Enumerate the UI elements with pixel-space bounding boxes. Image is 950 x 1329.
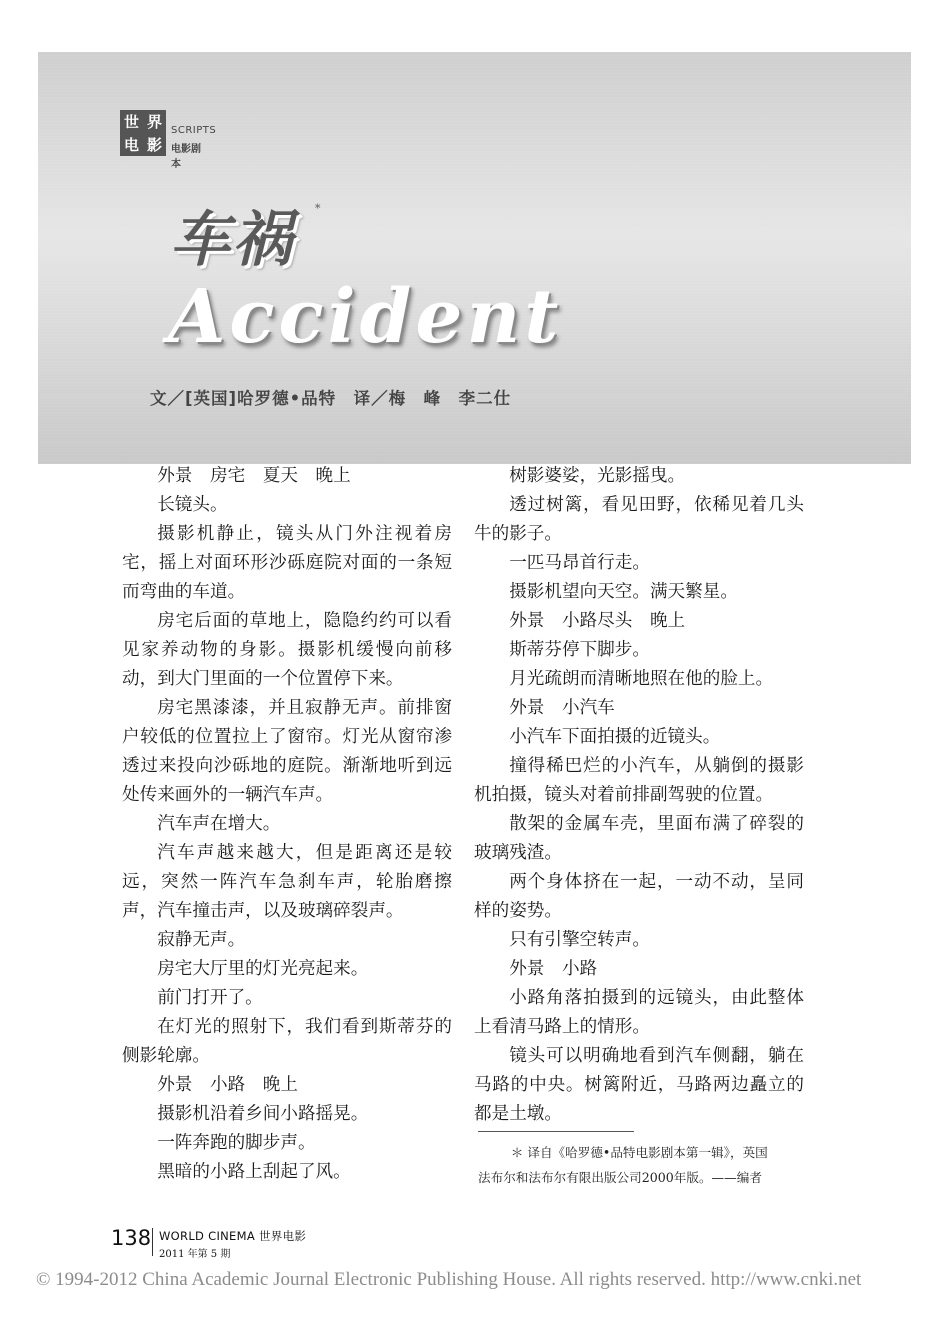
paragraph: 一阵奔跑的脚步声。 bbox=[157, 1133, 316, 1153]
paragraph: 镜头可以明确地看到汽车侧翻，躺在马路的中央。树篱附近，马路两边矗立的都是土墩。 bbox=[474, 1046, 804, 1124]
issue-info: 2011 年第 5 期 bbox=[159, 1249, 231, 1260]
paragraph: 外景 小汽车 bbox=[509, 698, 615, 718]
footnote-marker: * bbox=[315, 202, 321, 215]
paragraph: 汽车声在增大。 bbox=[157, 814, 281, 834]
paragraph: 外景 小路尽头 晚上 bbox=[509, 611, 686, 631]
paragraph: 摄影机望向天空。满天繁星。 bbox=[509, 582, 738, 602]
folio-divider bbox=[152, 1228, 153, 1256]
footnote bbox=[478, 1140, 808, 1190]
footnote-divider bbox=[478, 1131, 634, 1132]
paragraph: 汽车声越来越大，但是距离还是较远，突然一阵汽车急刹车声，轮胎磨擦声，汽车撞击声，以及玻璃碎裂声。 bbox=[122, 843, 452, 921]
paragraph: 透过树篱，看见田野，依稀见着几头牛的影子。 bbox=[474, 495, 804, 544]
paragraph: 撞得稀巴烂的小汽车，从躺倒的摄影机拍摄，镜头对着前排副驾驶的位置。 bbox=[474, 756, 804, 805]
paragraph: 树影婆娑，光影摇曳。 bbox=[509, 466, 686, 486]
byline: 文／[英国]哈罗德•品特 译／梅 峰 李二仕 bbox=[150, 389, 512, 408]
article-title-en: Accident bbox=[168, 274, 563, 360]
paragraph: 散架的金属车壳，里面布满了碎裂的玻璃残渣。 bbox=[474, 814, 804, 863]
footnote-line: ＊ 译自《哈罗德•品特电影剧本第一辑》，英国 bbox=[510, 1145, 768, 1160]
header-banner bbox=[38, 52, 911, 464]
badge-char: 世 bbox=[123, 113, 139, 131]
badge-char: 电 bbox=[123, 136, 139, 154]
paragraph: 在灯光的照射下，我们看到斯蒂芬的侧影轮廓。 bbox=[122, 1017, 452, 1066]
section-badge-logo bbox=[120, 110, 166, 156]
copyright-notice: © 1994-2012 China Academic Journal Electronic Publishing House. All rights reserved. http://www.cnki.net bbox=[36, 1269, 862, 1290]
paragraph: 摄影机沿着乡间小路摇晃。 bbox=[157, 1104, 369, 1124]
badge-char: 影 bbox=[146, 136, 162, 154]
paragraph: 小汽车下面拍摄的近镜头。 bbox=[509, 727, 721, 747]
paragraph: 小路角落拍摄到的远镜头，由此整体上看清马路上的情形。 bbox=[474, 988, 804, 1037]
right-column bbox=[474, 462, 804, 1129]
paragraph: 寂静无声。 bbox=[157, 930, 246, 950]
left-column bbox=[122, 462, 452, 1187]
paragraph: 只有引擎空转声。 bbox=[509, 930, 650, 950]
paragraph: 外景 小路 bbox=[509, 959, 598, 979]
paragraph: 一匹马昂首行走。 bbox=[509, 553, 650, 573]
paragraph: 月光疏朗而清晰地照在他的脸上。 bbox=[509, 669, 774, 689]
paragraph: 房宅黑漆漆，并且寂静无声。前排窗户较低的位置拉上了窗帘。灯光从窗帘渗透过来投向沙砾地的庭院。渐渐地听到远处传来画外的一辆汽车声。 bbox=[122, 698, 452, 805]
journal-name: WORLD CINEMA 世界电影 bbox=[159, 1229, 307, 1243]
paragraph: 前门打开了。 bbox=[157, 988, 263, 1008]
paragraph: 长镜头。 bbox=[157, 495, 228, 515]
footnote-line: 法布尔和法布尔有限出版公司2000年版。——编者 bbox=[478, 1170, 762, 1185]
paragraph: 斯蒂芬停下脚步。 bbox=[509, 640, 650, 660]
paragraph: 黑暗的小路上刮起了风。 bbox=[157, 1162, 351, 1182]
page-number: 138 bbox=[111, 1226, 152, 1250]
section-label-cn: 电影剧本 bbox=[171, 144, 201, 170]
paragraph: 外景 房宅 夏天 晚上 bbox=[157, 466, 351, 486]
paragraph: 房宅大厅里的灯光亮起来。 bbox=[157, 959, 369, 979]
paragraph: 房宅后面的草地上，隐隐约约可以看见家养动物的身影。摄影机缓慢向前移动，到大门里面的一个位置停下来。 bbox=[122, 611, 452, 689]
paragraph: 摄影机静止，镜头从门外注视着房宅，摇上对面环形沙砾庭院对面的一条短而弯曲的车道。 bbox=[122, 524, 452, 602]
paragraph: 两个身体挤在一起，一动不动，呈同样的姿势。 bbox=[474, 872, 804, 921]
article-title-cn: 车祸 bbox=[170, 205, 294, 275]
paragraph: 外景 小路 晚上 bbox=[157, 1075, 298, 1095]
section-badge bbox=[120, 110, 217, 170]
badge-char: 界 bbox=[146, 113, 162, 131]
section-label-en: SCRIPTS bbox=[171, 125, 217, 136]
